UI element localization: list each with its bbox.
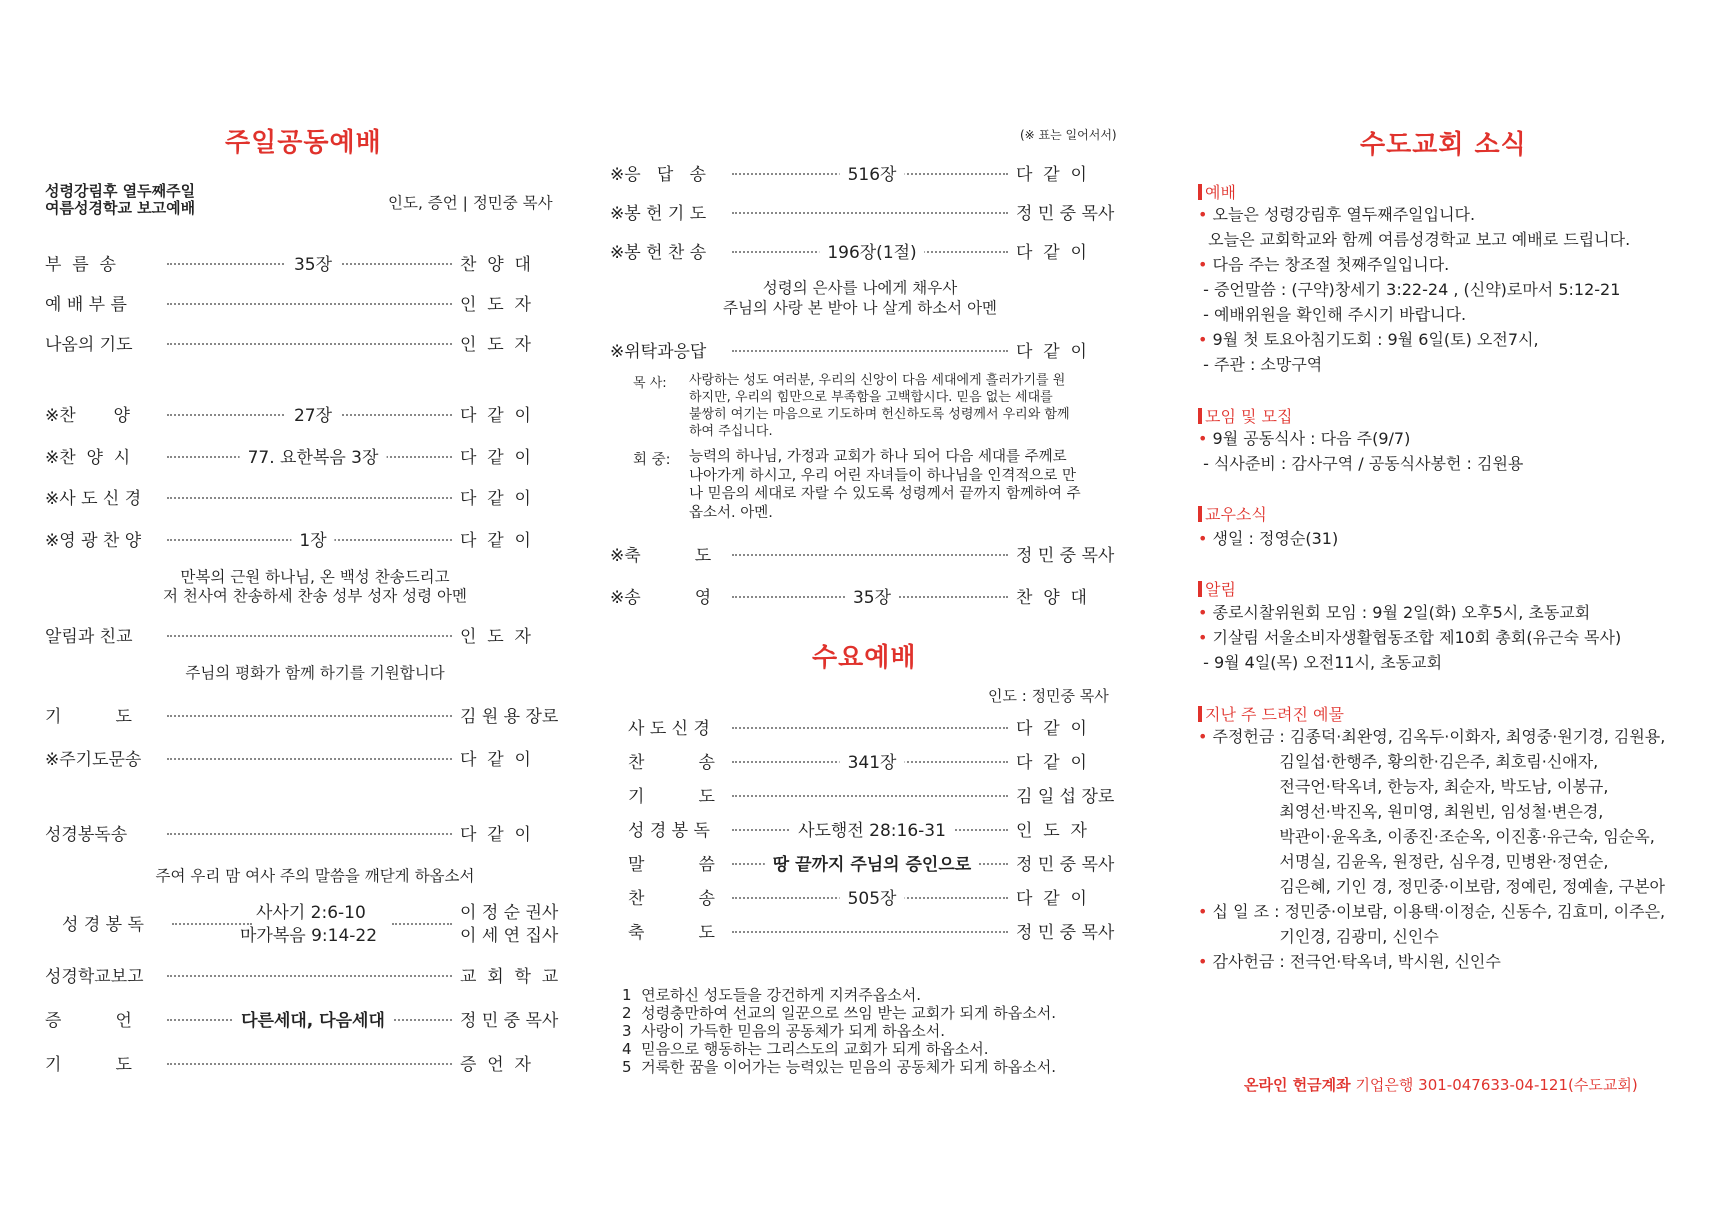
reading-1: 사사기 2:6-10 — [256, 903, 366, 923]
row-person: 다 같 이 — [1016, 889, 1087, 909]
glory-line-2: 저 천사여 찬송하세 찬송 성부 성자 성령 아멘 — [162, 587, 467, 605]
row-item: 341장 — [840, 748, 905, 773]
order-row — [45, 622, 565, 648]
news-line: - 예배위원을 확인해 주시기 바랍니다. — [1198, 305, 1467, 324]
news-line: - 식사준비 : 감사구역 / 공동식사봉헌 : 김원용 — [1198, 454, 1524, 473]
prayer-list — [622, 986, 1056, 1076]
standing-note: (※ 표는 일어서서) — [1020, 128, 1117, 142]
row-label: 성경학교보고 — [45, 967, 144, 987]
row-item: 땅 끝까지 주님의 증인으로 — [765, 850, 979, 875]
row-label: 예 배 부 름 — [45, 295, 127, 315]
row-person: 증 언 자 — [460, 1055, 531, 1075]
text-line: 능력의 하나님, 가정과 교회가 하나 되어 다음 세대를 주께로 — [689, 449, 1067, 465]
row-label: 기 도 — [45, 1055, 132, 1075]
text-line: 나아가게 하시고, 우리 어린 자녀들이 하나님을 인격적으로 만 — [689, 467, 1077, 484]
row-item: 35장 — [286, 250, 340, 275]
row-item: 77. 요한복음 3장 — [240, 443, 387, 468]
news-line: 김은혜, 기인 경, 정민중·이보람, 정예린, 정예솔, 구본아 — [1198, 877, 1665, 896]
order-row — [45, 401, 565, 427]
row-person: 다 같 이 — [460, 406, 531, 426]
row-label: 사 도 신 경 — [628, 719, 710, 739]
row-item: 516장 — [840, 160, 905, 185]
bullet-icon: • — [1198, 429, 1208, 448]
text-line: 2 성령충만하여 선교의 일꾼으로 쓰임 받는 교회가 되게 하옵소서. — [622, 1004, 1056, 1022]
dot-leader — [167, 303, 452, 305]
news-line: • 종로시찰위원회 모임 : 9월 2일(화) 오후5시, 초동교회 — [1198, 603, 1591, 622]
bullet-icon: • — [1198, 205, 1208, 224]
row-label: ※봉 헌 기 도 — [610, 204, 707, 224]
bullet-icon: • — [1198, 952, 1208, 971]
order-row — [628, 714, 1128, 740]
reader-2: 이 세 연 집사 — [460, 926, 559, 946]
dot-leader — [167, 975, 452, 977]
row-person: 다 같 이 — [460, 531, 531, 551]
congregation-text — [689, 448, 1081, 522]
text-line: 사랑하는 성도 여러분, 우리의 신앙이 다음 세대에게 흘러가기를 원 — [689, 373, 1066, 388]
news-line: 오늘은 교회학교와 함께 여름성경학교 보고 예배로 드립니다. — [1198, 230, 1631, 249]
text-line: 하여 주십니다. — [689, 424, 773, 439]
row-person: 정 민 중 목사 — [1016, 204, 1115, 224]
row-label: 축 도 — [628, 923, 715, 943]
text-line: 불쌍히 여기는 마음으로 기도하며 헌신하도록 성령께서 우리와 함께 — [689, 407, 1070, 422]
row-person: 인 도 자 — [460, 295, 531, 315]
dot-leader — [732, 795, 1008, 797]
order-row — [628, 782, 1128, 808]
order-row — [628, 884, 1128, 910]
text-line: 나 믿음의 세대로 자랄 수 있도록 성령께서 끝까지 함께하여 주 — [689, 486, 1081, 502]
row-label: 부 름 송 — [45, 255, 116, 275]
news-line: • 다음 주는 창조절 첫째주일입니다. — [1198, 255, 1450, 274]
row-label: 말 씀 — [628, 855, 715, 875]
text-line: 3 사랑이 가득한 믿음의 공동체가 되게 하옵소서. — [622, 1022, 945, 1040]
section-members: 교우소식 — [1198, 502, 1267, 525]
row-person: 김 원 용 장로 — [460, 707, 559, 727]
news-line: 박관이·윤옥초, 이종진·조순옥, 이진홍·유근숙, 임순옥, — [1198, 827, 1655, 846]
row-person: 정 민 중 목사 — [460, 1011, 559, 1031]
order-row — [628, 850, 1128, 876]
row-person: 다 같 이 — [460, 825, 531, 845]
text-line: 5 거룩한 꿈을 이어가는 능력있는 믿음의 공동체가 되게 하옵소서. — [622, 1058, 1056, 1076]
service-leader: 인도, 증언 | 정민중 목사 — [388, 194, 553, 212]
row-person: 정 민 중 목사 — [1016, 855, 1115, 875]
row-person: 찬 양 대 — [460, 255, 531, 275]
offering-song-1: 성령의 은사를 나에게 채우사 — [762, 279, 958, 297]
news-title: 수도교회 소식 — [1360, 130, 1527, 160]
row-person: 다 같 이 — [460, 750, 531, 770]
reader-1: 이 정 순 권사 — [460, 903, 559, 923]
service-subtitle-1: 성령강림후 열두째주일 — [45, 182, 196, 200]
order-row — [610, 337, 1130, 363]
section-offering: 지난 주 드려진 예물 — [1198, 702, 1344, 725]
order-row — [610, 160, 1130, 186]
row-label: ※영 광 찬 양 — [45, 531, 142, 551]
row-label: 성경봉독송 — [45, 825, 128, 845]
row-label: ※송 영 — [610, 588, 712, 608]
order-row — [610, 238, 1130, 264]
news-line: • 감사헌금 : 전극언·탁옥녀, 박시원, 신인수 — [1198, 952, 1501, 971]
order-row — [45, 526, 565, 552]
dot-leader — [732, 350, 1008, 352]
row-label: 증 언 — [45, 1011, 132, 1031]
news-line: 김일섭·한행주, 황의한·김은주, 최호림·신애자, — [1198, 752, 1599, 771]
row-item: 다른세대, 다음세대 — [233, 1006, 393, 1031]
offering-song-2: 주님의 사랑 본 받아 나 살게 하소서 아멘 — [722, 299, 998, 317]
service-subtitle-2: 여름성경학교 보고예배 — [45, 199, 196, 217]
order-row — [45, 1006, 565, 1032]
row-item: 196장(1절) — [819, 238, 924, 263]
section-notice: 알림 — [1198, 577, 1236, 600]
dot-leader — [732, 727, 1008, 729]
order-row — [45, 290, 565, 316]
row-item: 27장 — [286, 401, 340, 426]
row-label: ※응 답 송 — [610, 165, 706, 185]
news-line: • 생일 : 정영순(31) — [1198, 529, 1339, 548]
row-person: 찬 양 대 — [1016, 588, 1087, 608]
account-label: 온라인 헌금계좌 — [1244, 1076, 1351, 1094]
row-label: ※찬 양 — [45, 406, 130, 426]
text-line: 하지만, 우리의 힘만으로 부족함을 고백합시다. 믿음 없는 세대를 — [689, 390, 1053, 405]
row-person: 교 회 학 교 — [460, 967, 559, 987]
row-item: 505장 — [840, 884, 905, 909]
order-row — [45, 962, 565, 988]
row-label: ※찬 양 시 — [45, 448, 131, 468]
row-label: 기 도 — [45, 707, 132, 727]
row-person: 인 도 자 — [1016, 821, 1087, 841]
wednesday-title: 수요예배 — [812, 643, 917, 673]
news-line: - 증언말씀 : (구약)창세기 3:22-24 , (신약)로마서 5:12-21 — [1198, 280, 1621, 299]
row-label: 나옴의 기도 — [45, 335, 133, 355]
bible-song-line: 주여 우리 맘 여사 주의 말씀을 깨닫게 하옵소서 — [155, 867, 475, 885]
row-person: 정 민 중 목사 — [1016, 546, 1115, 566]
wednesday-leader: 인도 : 정민중 목사 — [988, 687, 1109, 705]
order-row — [45, 820, 565, 846]
row-label: ※사 도 신 경 — [45, 489, 142, 509]
bullet-icon: • — [1198, 628, 1208, 647]
row-person: 다 같 이 — [460, 448, 531, 468]
row-person: 인 도 자 — [460, 335, 531, 355]
row-label: ※위탁과응답 — [610, 342, 707, 362]
row-label: 성 경 봉 독 — [62, 915, 144, 935]
row-label: ※주기도문송 — [45, 750, 142, 770]
text-line: 4 믿음으로 행동하는 그리스도의 교회가 되게 하옵소서. — [622, 1040, 989, 1058]
account-number: 기업은행 301-047633-04-121(수도교회) — [1355, 1076, 1638, 1094]
row-label: 알림과 친교 — [45, 627, 133, 647]
dot-leader — [167, 343, 452, 345]
news-line: - 주관 : 소망구역 — [1198, 355, 1323, 374]
order-row — [45, 1050, 565, 1076]
scripture-reading-row — [62, 903, 562, 946]
news-line: 전극언·탁옥녀, 한능자, 최순자, 박도남, 이봉규, — [1198, 777, 1609, 796]
dot-leader — [167, 715, 452, 717]
section-worship: 예배 — [1198, 180, 1236, 203]
congregation-label: 회 중: — [633, 452, 671, 468]
order-row — [45, 443, 565, 469]
row-label: ※축 도 — [610, 546, 712, 566]
dot-leader — [167, 833, 452, 835]
section-meeting: 모임 및 모집 — [1198, 404, 1292, 427]
bullet-icon: • — [1198, 529, 1208, 548]
bullet-icon: • — [1198, 330, 1208, 349]
row-person: 다 같 이 — [1016, 165, 1087, 185]
order-row — [610, 199, 1130, 225]
peace-line: 주님의 평화가 함께 하기를 기원합니다 — [185, 664, 445, 682]
row-person: 김 일 섭 장로 — [1016, 787, 1115, 807]
news-line: • 오늘은 성령강림후 열두째주일입니다. — [1198, 205, 1476, 224]
dot-leader — [167, 497, 452, 499]
row-person: 다 같 이 — [1016, 719, 1087, 739]
pastor-text — [689, 372, 1070, 440]
row-person: 인 도 자 — [460, 627, 531, 647]
row-label: ※봉 헌 찬 송 — [610, 243, 707, 263]
left-title: 주일공동예배 — [225, 128, 382, 158]
row-label: 찬 송 — [628, 889, 715, 909]
order-row — [45, 702, 565, 728]
dot-leader — [732, 554, 1008, 556]
dot-leader — [167, 1063, 452, 1065]
text-line: 1 연로하신 성도들을 강건하게 지켜주옵소서. — [622, 986, 921, 1004]
bullet-icon: • — [1198, 603, 1208, 622]
row-label: 성 경 봉 독 — [628, 821, 710, 841]
news-line: 최영선·박진옥, 원미영, 최원빈, 임성철·변은경, — [1198, 802, 1604, 821]
news-line: • 기살림 서울소비자생활협동조합 제10회 총회(유근숙 목사) — [1198, 628, 1622, 647]
row-person: 다 같 이 — [1016, 342, 1087, 362]
row-person: 다 같 이 — [1016, 243, 1087, 263]
order-row — [45, 330, 565, 356]
dot-leader — [167, 758, 452, 760]
order-row — [45, 484, 565, 510]
bullet-icon: • — [1198, 902, 1208, 921]
order-row — [45, 745, 565, 771]
news-line: • 9월 첫 토요아침기도회 : 9월 6일(토) 오전7시, — [1198, 330, 1539, 349]
order-row — [610, 583, 1130, 609]
order-row — [610, 541, 1130, 567]
order-row — [628, 918, 1128, 944]
bullet-icon: • — [1198, 255, 1208, 274]
news-line: 서명실, 김윤옥, 원정란, 심우경, 민병완·정연순, — [1198, 852, 1609, 871]
row-item: 35장 — [845, 583, 899, 608]
row-item: 1장 — [291, 526, 334, 551]
news-line: • 십 일 조 : 정민중·이보람, 이용택·이정순, 신동수, 김효미, 이주은, — [1198, 902, 1666, 921]
row-person: 다 같 이 — [1016, 753, 1087, 773]
news-line: - 9월 4일(목) 오전11시, 초동교회 — [1198, 653, 1443, 672]
order-row — [628, 816, 1128, 842]
row-label: 찬 송 — [628, 753, 715, 773]
pastor-label: 목 사: — [633, 376, 667, 391]
online-account — [1244, 1074, 1638, 1095]
bullet-icon: • — [1198, 727, 1208, 746]
dot-leader — [732, 931, 1008, 933]
dot-leader — [167, 635, 452, 637]
row-person: 다 같 이 — [460, 489, 531, 509]
news-line: • 주정헌금 : 김종덕·최완영, 김옥두·이화자, 최영중·원기경, 김원용, — [1198, 727, 1666, 746]
text-line: 옵소서. 아멘. — [689, 504, 773, 521]
row-person: 정 민 중 목사 — [1016, 923, 1115, 943]
news-line: • 9월 공동식사 : 다음 주(9/7) — [1198, 429, 1411, 448]
row-label: 기 도 — [628, 787, 715, 807]
dot-leader — [732, 212, 1008, 214]
news-line: 기인경, 김광미, 신인수 — [1198, 927, 1439, 946]
glory-line-1: 만복의 근원 하나님, 온 백성 찬송드리고 — [180, 568, 450, 586]
row-item: 사도행전 28:16-31 — [790, 816, 954, 841]
order-row — [628, 748, 1128, 774]
reading-2: 마가복음 9:14-22 — [240, 926, 378, 946]
order-row — [45, 250, 565, 276]
